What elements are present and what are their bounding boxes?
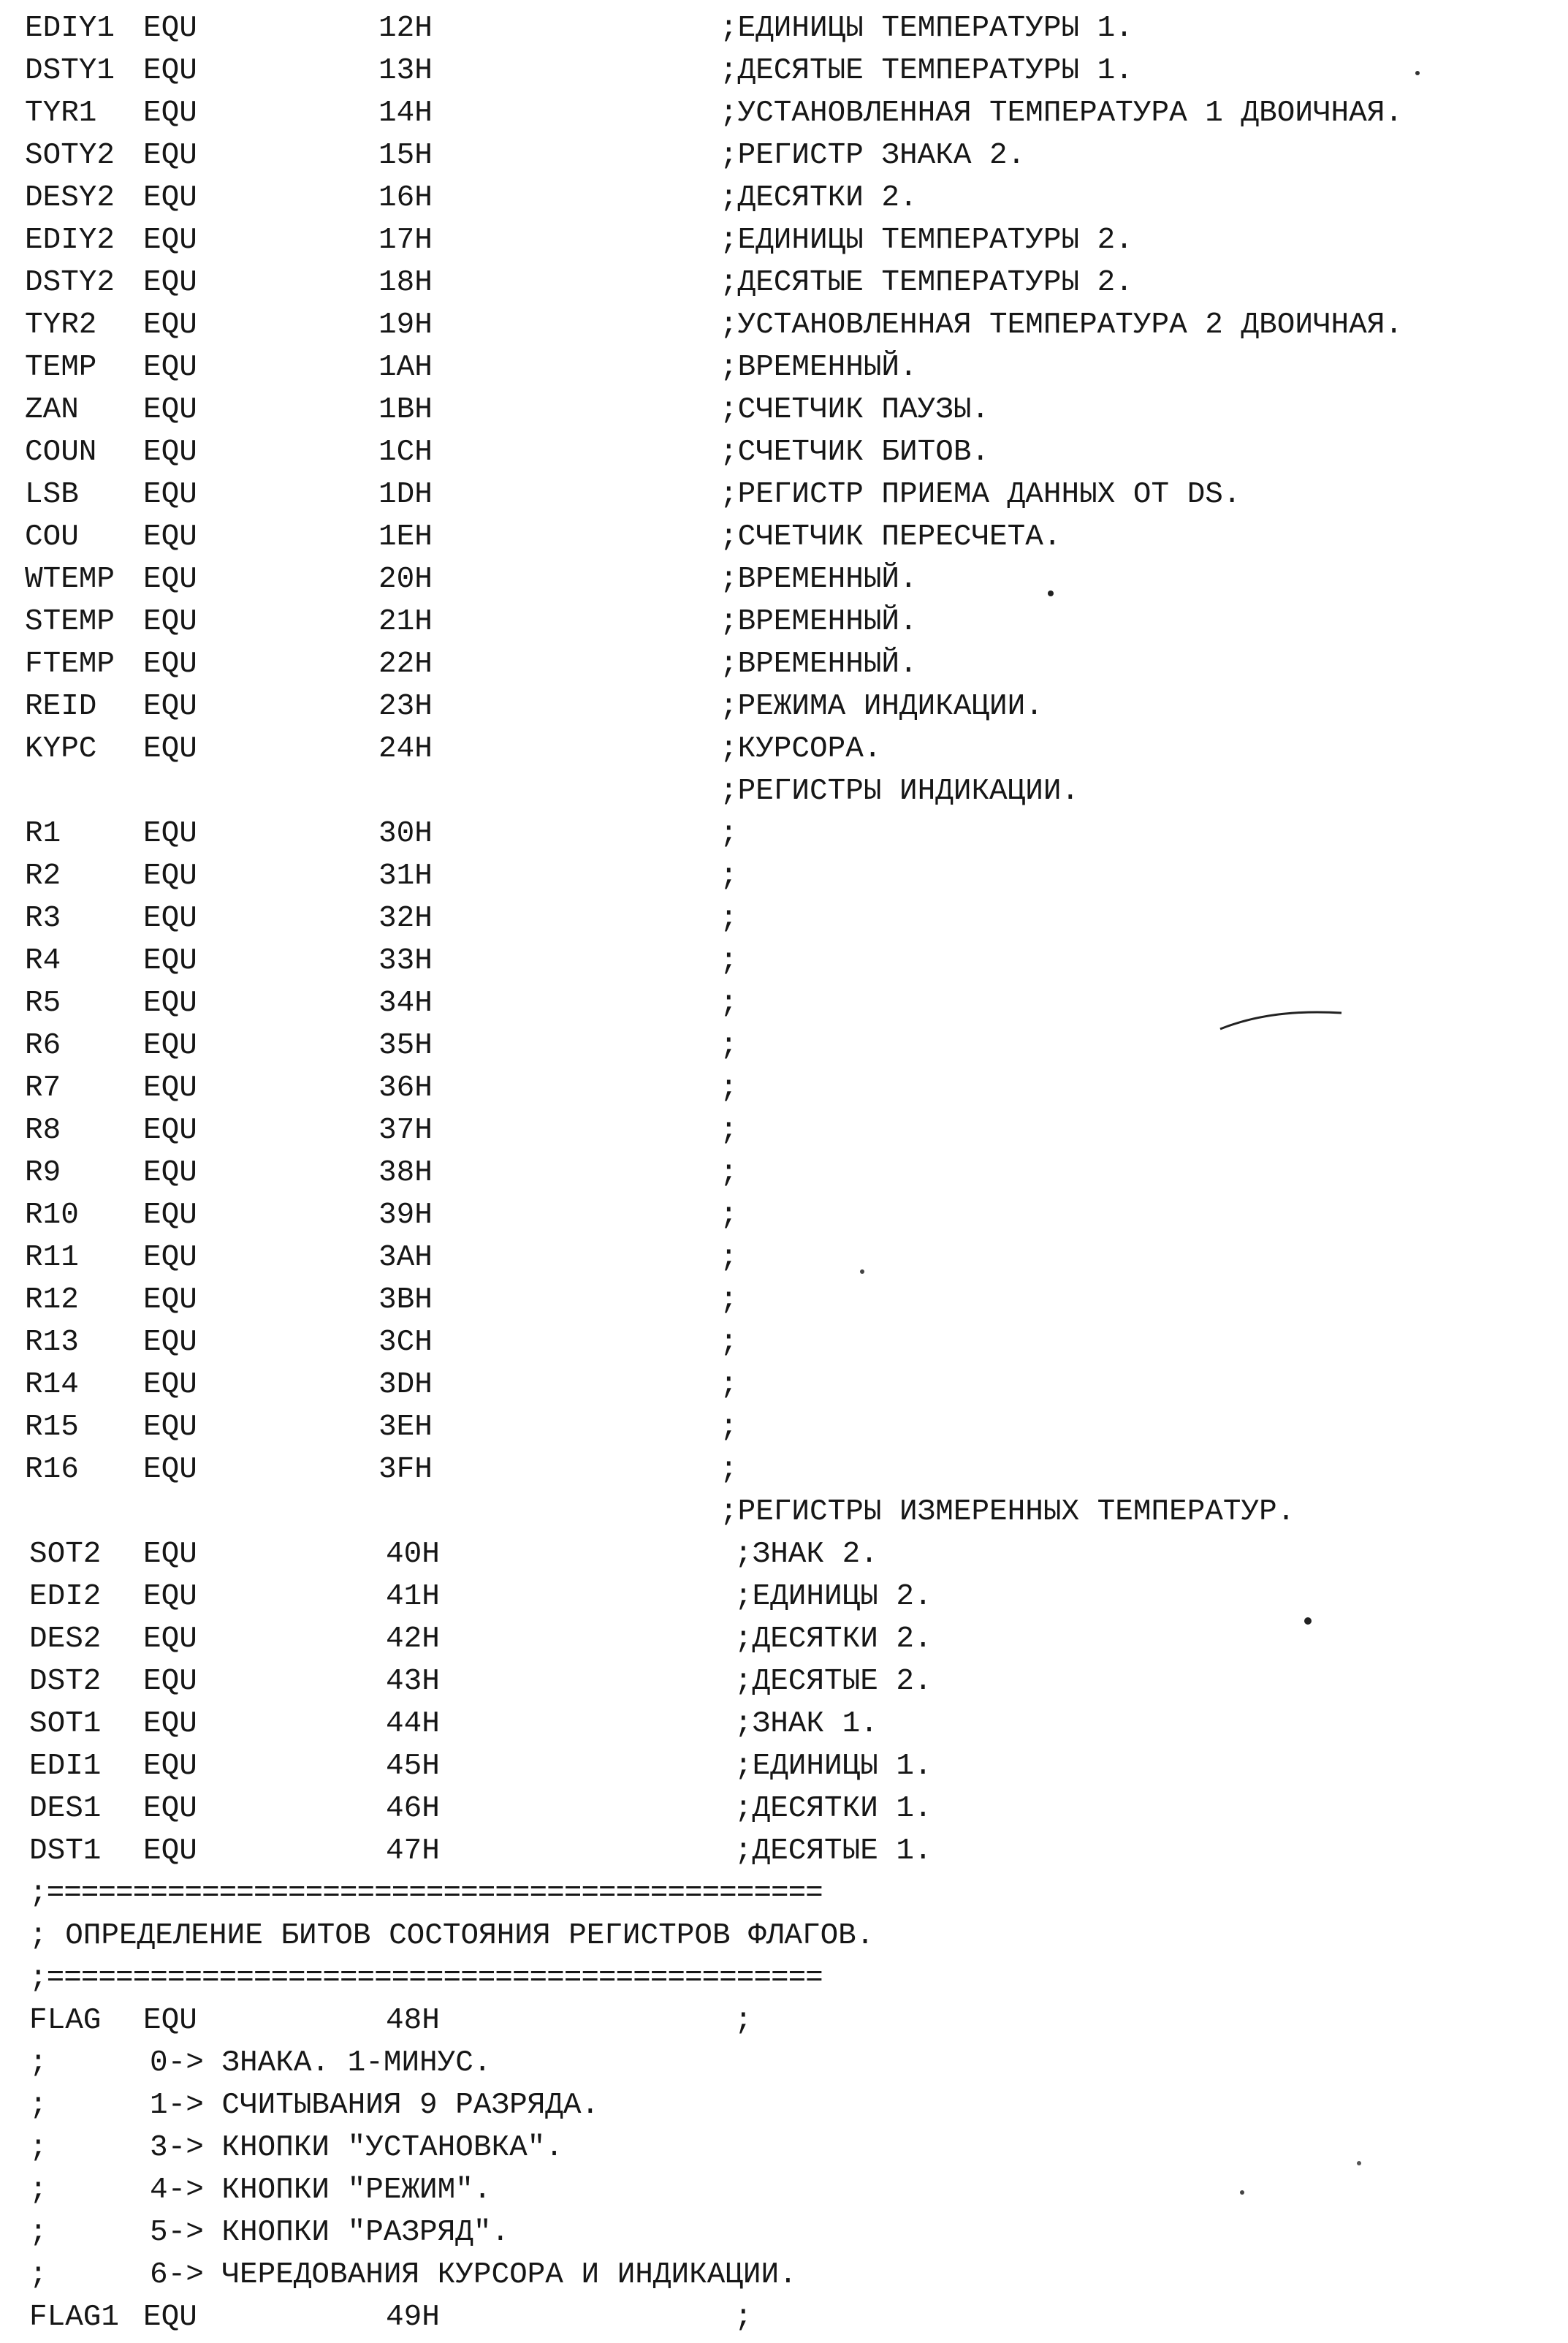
- section-comment-line: [0, 1491, 1568, 1533]
- equate-label: DST2: [29, 1665, 102, 1698]
- flag-bit-description: 0-> ЗНАКА. 1-МИНУС.: [150, 2046, 492, 2080]
- equate-directive: EQU: [143, 690, 197, 724]
- equate-line: [0, 813, 1568, 855]
- equate-line: [0, 516, 1568, 558]
- equate-directive: EQU: [143, 944, 197, 978]
- flag-bit-line: [0, 2084, 1568, 2127]
- equate-line: [0, 474, 1568, 516]
- equate-label: EDI1: [29, 1750, 102, 1783]
- equate-comment: ;: [720, 1114, 738, 1147]
- equate-directive: EQU: [143, 139, 197, 172]
- equate-value: 16H: [378, 181, 433, 215]
- equate-label: WTEMP: [25, 563, 115, 596]
- comment-marker: ;: [29, 2173, 47, 2207]
- equate-value: 30H: [378, 817, 433, 851]
- equate-directive: EQU: [143, 1029, 197, 1063]
- equate-directive: EQU: [143, 478, 197, 512]
- equate-label: ZAN: [25, 393, 79, 427]
- equate-directive: EQU: [143, 2004, 197, 2038]
- equate-comment: ;РЕГИСТР ПРИЕМА ДАННЫХ ОТ DS.: [720, 478, 1241, 512]
- equate-line: [0, 134, 1568, 177]
- equate-comment: ;: [720, 1156, 738, 1190]
- equate-comment: ;ВРЕМЕННЫЙ.: [720, 648, 918, 681]
- equate-line: [0, 2000, 1568, 2042]
- equate-label: R4: [25, 944, 61, 978]
- equate-comment: ;СЧЕТЧИК ПАУЗЫ.: [720, 393, 990, 427]
- equate-directive: EQU: [143, 393, 197, 427]
- equate-comment: ;УСТАНОВЛЕННАЯ ТЕМПЕРАТУРА 2 ДВОИЧНАЯ.: [720, 308, 1403, 342]
- equate-directive: EQU: [143, 817, 197, 851]
- equate-value: 17H: [378, 224, 433, 257]
- equate-comment: ;ДЕСЯТЫЕ ТЕМПЕРАТУРЫ 1.: [720, 54, 1133, 88]
- equate-value: 24H: [378, 732, 433, 766]
- equate-label: R1: [25, 817, 61, 851]
- equate-directive: EQU: [143, 1453, 197, 1486]
- equate-comment: ;: [720, 1368, 738, 1402]
- equate-line: [0, 1067, 1568, 1109]
- equate-value: 3DH: [378, 1368, 433, 1402]
- separator-rule: ;=============================================: [29, 1877, 823, 1910]
- equate-label: DSTY2: [25, 266, 115, 300]
- equate-value: 21H: [378, 605, 433, 639]
- equate-line: [0, 1703, 1568, 1745]
- equate-comment: ;: [720, 1326, 738, 1359]
- equate-comment: ;: [720, 1029, 738, 1063]
- equate-value: 44H: [386, 1707, 440, 1741]
- equate-directive: EQU: [143, 1326, 197, 1359]
- equate-line: [0, 1237, 1568, 1279]
- equate-directive: EQU: [143, 1750, 197, 1783]
- equate-comment: ;ЕДИНИЦЫ ТЕМПЕРАТУРЫ 2.: [720, 224, 1133, 257]
- equate-comment: ;: [720, 987, 738, 1020]
- equate-comment: ;: [720, 1283, 738, 1317]
- equate-comment: ;ЕДИНИЦЫ ТЕМПЕРАТУРЫ 1.: [720, 12, 1133, 45]
- flag-bit-line: [0, 2042, 1568, 2084]
- equate-label: FTEMP: [25, 648, 115, 681]
- equate-label: EDIY2: [25, 224, 115, 257]
- equate-comment: ;ЕДИНИЦЫ 1.: [734, 1750, 932, 1783]
- equate-line: [0, 219, 1568, 262]
- equate-label: DES2: [29, 1622, 102, 1656]
- equate-directive: EQU: [143, 1156, 197, 1190]
- equate-line: [0, 1830, 1568, 1872]
- equate-directive: EQU: [143, 605, 197, 639]
- equate-value: 35H: [378, 1029, 433, 1063]
- equate-value: 45H: [386, 1750, 440, 1783]
- equate-line: [0, 1660, 1568, 1703]
- equate-line: [0, 601, 1568, 643]
- equate-label: R5: [25, 987, 61, 1020]
- assembly-listing: [0, 7, 1568, 2339]
- equate-directive: EQU: [143, 1071, 197, 1105]
- equate-directive: EQU: [143, 1368, 197, 1402]
- equate-label: KYPC: [25, 732, 97, 766]
- equate-value: 1DH: [378, 478, 433, 512]
- equate-line: [0, 728, 1568, 770]
- equate-directive: EQU: [143, 181, 197, 215]
- equate-line: [0, 1406, 1568, 1448]
- comment-marker: ;: [29, 2089, 47, 2122]
- equate-label: R13: [25, 1326, 79, 1359]
- equate-value: 23H: [378, 690, 433, 724]
- equate-label: R8: [25, 1114, 61, 1147]
- equate-label: R12: [25, 1283, 79, 1317]
- equate-comment: ;: [720, 1199, 738, 1232]
- equate-line: [0, 7, 1568, 50]
- equate-value: 20H: [378, 563, 433, 596]
- equate-value: 46H: [386, 1792, 440, 1826]
- flags-section-title-line: [0, 1915, 1568, 1957]
- equate-directive: EQU: [143, 1114, 197, 1147]
- equate-comment: ;ДЕСЯТЫЕ 2.: [734, 1665, 932, 1698]
- equate-value: 40H: [386, 1538, 440, 1571]
- equate-value: 47H: [386, 1834, 440, 1868]
- equate-comment: ;: [720, 1071, 738, 1105]
- equate-comment: ;: [734, 2301, 753, 2334]
- equate-label: TEMP: [25, 351, 97, 384]
- equate-directive: EQU: [143, 1538, 197, 1571]
- equate-comment: ;СЧЕТЧИК БИТОВ.: [720, 436, 990, 469]
- equate-value: 3CH: [378, 1326, 433, 1359]
- equate-comment: ;РЕГИСТР ЗНАКА 2.: [720, 139, 1026, 172]
- equate-value: 18H: [378, 266, 433, 300]
- equate-value: 19H: [378, 308, 433, 342]
- equate-line: [0, 346, 1568, 389]
- equate-value: 3EH: [378, 1410, 433, 1444]
- equate-directive: EQU: [143, 224, 197, 257]
- equate-value: 36H: [378, 1071, 433, 1105]
- equate-value: 38H: [378, 1156, 433, 1190]
- equate-line: [0, 1152, 1568, 1194]
- equate-label: TYR1: [25, 96, 97, 130]
- equate-value: 49H: [386, 2301, 440, 2334]
- equate-label: DSTY1: [25, 54, 115, 88]
- separator-rule: ;=============================================: [29, 1962, 823, 1995]
- flag-bit-line: [0, 2211, 1568, 2254]
- equate-line: [0, 431, 1568, 474]
- equate-value: 33H: [378, 944, 433, 978]
- equate-value: 14H: [378, 96, 433, 130]
- equate-comment: ;ДЕСЯТКИ 2.: [734, 1622, 932, 1656]
- equate-label: R7: [25, 1071, 61, 1105]
- equate-comment: ;: [720, 859, 738, 893]
- equate-label: SOT2: [29, 1538, 102, 1571]
- equate-label: R9: [25, 1156, 61, 1190]
- equate-line: [0, 643, 1568, 686]
- equate-value: 32H: [378, 902, 433, 935]
- equate-directive: EQU: [143, 1410, 197, 1444]
- equate-directive: EQU: [143, 1283, 197, 1317]
- flag-bit-description: 4-> КНОПКИ "РЕЖИМ".: [150, 2173, 492, 2207]
- equate-directive: EQU: [143, 2301, 197, 2334]
- equate-label: R15: [25, 1410, 79, 1444]
- section-comment: ;РЕГИСТРЫ ИНДИКАЦИИ.: [720, 775, 1080, 808]
- equate-label: REID: [25, 690, 97, 724]
- equate-comment: ;ВРЕМЕННЫЙ.: [720, 605, 918, 639]
- equate-comment: ;КУРСОРА.: [720, 732, 882, 766]
- equate-label: R16: [25, 1453, 79, 1486]
- equate-directive: EQU: [143, 308, 197, 342]
- equate-directive: EQU: [143, 1580, 197, 1614]
- equate-value: 1AH: [378, 351, 433, 384]
- equate-directive: EQU: [143, 732, 197, 766]
- flag-bit-line: [0, 2254, 1568, 2296]
- comment-marker: ;: [29, 2046, 47, 2080]
- equate-label: COUN: [25, 436, 97, 469]
- equate-label: EDI2: [29, 1580, 102, 1614]
- equate-directive: EQU: [143, 12, 197, 45]
- equate-value: 3BH: [378, 1283, 433, 1317]
- separator-rule-line: [0, 1872, 1568, 1915]
- equate-line: [0, 1745, 1568, 1788]
- equate-line: [0, 1025, 1568, 1067]
- equate-comment: ;ДЕСЯТЫЕ ТЕМПЕРАТУРЫ 2.: [720, 266, 1133, 300]
- equate-value: 41H: [386, 1580, 440, 1614]
- equate-directive: EQU: [143, 859, 197, 893]
- equate-label: FLAG1: [29, 2301, 120, 2334]
- equate-value: 43H: [386, 1665, 440, 1698]
- equate-value: 39H: [378, 1199, 433, 1232]
- equate-directive: EQU: [143, 1707, 197, 1741]
- equate-directive: EQU: [143, 1241, 197, 1275]
- equate-directive: EQU: [143, 1665, 197, 1698]
- equate-comment: ;ДЕСЯТЫЕ 1.: [734, 1834, 932, 1868]
- equate-label: R3: [25, 902, 61, 935]
- equate-directive: EQU: [143, 54, 197, 88]
- equate-line: [0, 686, 1568, 728]
- equate-label: R2: [25, 859, 61, 893]
- section-comment-line: [0, 770, 1568, 813]
- equate-directive: EQU: [143, 1834, 197, 1868]
- equate-value: 22H: [378, 648, 433, 681]
- equate-comment: ;СЧЕТЧИК ПЕРЕСЧЕТА.: [720, 520, 1062, 554]
- equate-line: [0, 262, 1568, 304]
- equate-directive: EQU: [143, 520, 197, 554]
- equate-line: [0, 897, 1568, 940]
- equate-label: R14: [25, 1368, 79, 1402]
- equate-directive: EQU: [143, 987, 197, 1020]
- equate-comment: ;: [734, 2004, 753, 2038]
- equate-line: [0, 1576, 1568, 1618]
- section-comment: ;РЕГИСТРЫ ИЗМЕРЕННЫХ ТЕМПЕРАТУР.: [720, 1495, 1295, 1529]
- equate-comment: ;: [720, 1453, 738, 1486]
- flag-bit-description: 3-> КНОПКИ "УСТАНОВКА".: [150, 2131, 563, 2165]
- equate-label: R10: [25, 1199, 79, 1232]
- flag-bit-description: 5-> КНОПКИ "РАЗРЯД".: [150, 2216, 510, 2249]
- equate-directive: EQU: [143, 96, 197, 130]
- equate-line: [0, 1448, 1568, 1491]
- equate-label: SOT1: [29, 1707, 102, 1741]
- equate-label: EDIY1: [25, 12, 115, 45]
- comment-marker: ;: [29, 2258, 47, 2292]
- flags-section-title: ; ОПРЕДЕЛЕНИЕ БИТОВ СОСТОЯНИЯ РЕГИСТРОВ ФЛАГОВ.: [29, 1919, 875, 1953]
- flag-bit-description: 1-> СЧИТЫВАНИЯ 9 РАЗРЯДА.: [150, 2089, 600, 2122]
- equate-label: R11: [25, 1241, 79, 1275]
- equate-directive: EQU: [143, 902, 197, 935]
- equate-line: [0, 1364, 1568, 1406]
- equate-comment: ;ДЕСЯТКИ 2.: [720, 181, 918, 215]
- equate-directive: EQU: [143, 436, 197, 469]
- equate-comment: ;ЗНАК 2.: [734, 1538, 878, 1571]
- equate-directive: EQU: [143, 563, 197, 596]
- equate-comment: ;: [720, 817, 738, 851]
- equate-value: 1CH: [378, 436, 433, 469]
- equate-directive: EQU: [143, 1622, 197, 1656]
- equate-line: [0, 389, 1568, 431]
- equate-line: [0, 1788, 1568, 1830]
- equate-line: [0, 940, 1568, 982]
- equate-value: 48H: [386, 2004, 440, 2038]
- equate-value: 1EH: [378, 520, 433, 554]
- equate-comment: ;: [720, 902, 738, 935]
- equate-line: [0, 558, 1568, 601]
- equate-comment: ;УСТАНОВЛЕННАЯ ТЕМПЕРАТУРА 1 ДВОИЧНАЯ.: [720, 96, 1403, 130]
- comment-marker: ;: [29, 2131, 47, 2165]
- equate-line: [0, 304, 1568, 346]
- equate-label: TYR2: [25, 308, 97, 342]
- flag-bit-line: [0, 2169, 1568, 2211]
- equate-comment: ;ЗНАК 1.: [734, 1707, 878, 1741]
- equate-directive: EQU: [143, 266, 197, 300]
- equate-line: [0, 1279, 1568, 1321]
- equate-directive: EQU: [143, 648, 197, 681]
- equate-value: 3AH: [378, 1241, 433, 1275]
- equate-value: 31H: [378, 859, 433, 893]
- equate-value: 1BH: [378, 393, 433, 427]
- equate-label: SOTY2: [25, 139, 115, 172]
- equate-line: [0, 1109, 1568, 1152]
- equate-line: [0, 1321, 1568, 1364]
- equate-line: [0, 982, 1568, 1025]
- equate-directive: EQU: [143, 1199, 197, 1232]
- equate-value: 37H: [378, 1114, 433, 1147]
- flag-bit-description: 6-> ЧЕРЕДОВАНИЯ КУРСОРА И ИНДИКАЦИИ.: [150, 2258, 797, 2292]
- equate-comment: ;: [720, 1241, 738, 1275]
- flag-bit-line: [0, 2127, 1568, 2169]
- equate-directive: EQU: [143, 351, 197, 384]
- equate-value: 13H: [378, 54, 433, 88]
- equate-line: [0, 177, 1568, 219]
- equate-line: [0, 50, 1568, 92]
- equate-directive: EQU: [143, 1792, 197, 1826]
- equate-value: 3FH: [378, 1453, 433, 1486]
- equate-line: [0, 92, 1568, 134]
- equate-line: [0, 855, 1568, 897]
- equate-value: 12H: [378, 12, 433, 45]
- equate-value: 15H: [378, 139, 433, 172]
- equate-comment: ;: [720, 1410, 738, 1444]
- comment-marker: ;: [29, 2216, 47, 2249]
- equate-label: STEMP: [25, 605, 115, 639]
- equate-line: [0, 1618, 1568, 1660]
- equate-comment: ;ВРЕМЕННЫЙ.: [720, 351, 918, 384]
- equate-comment: ;ВРЕМЕННЫЙ.: [720, 563, 918, 596]
- equate-comment: ;: [720, 944, 738, 978]
- equate-label: DST1: [29, 1834, 102, 1868]
- equate-value: 34H: [378, 987, 433, 1020]
- equate-line: [0, 1194, 1568, 1237]
- equate-line: [0, 1533, 1568, 1576]
- equate-line: [0, 2296, 1568, 2339]
- equate-label: DESY2: [25, 181, 115, 215]
- equate-comment: ;ДЕСЯТКИ 1.: [734, 1792, 932, 1826]
- equate-label: COU: [25, 520, 79, 554]
- equate-comment: ;РЕЖИМА ИНДИКАЦИИ.: [720, 690, 1043, 724]
- equate-label: DES1: [29, 1792, 102, 1826]
- equate-label: R6: [25, 1029, 61, 1063]
- separator-rule-line: [0, 1957, 1568, 2000]
- equate-label: FLAG: [29, 2004, 102, 2038]
- equate-label: LSB: [25, 478, 79, 512]
- equate-value: 42H: [386, 1622, 440, 1656]
- equate-comment: ;ЕДИНИЦЫ 2.: [734, 1580, 932, 1614]
